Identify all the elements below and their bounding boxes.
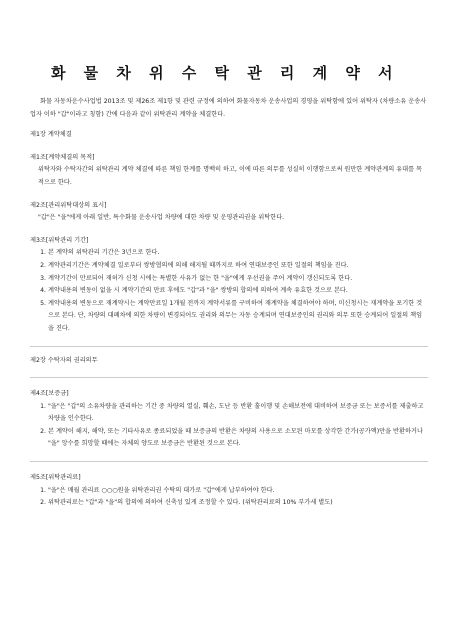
article-4 (30, 388, 428, 451)
section-divider (30, 461, 428, 462)
article-3 (30, 235, 428, 336)
article-1-title: 제1조[계약체결의 목적] (30, 153, 95, 161)
article-4-title: 제4조[보증금] (30, 390, 69, 398)
article-3-list (30, 247, 428, 335)
list-item: 4. 계약내용의 변동이 없을 시 계약기간의 만료 후에도 "갑"과 "을" 쌍방의 합의에 의하여 계속 유효한 것으로 본다. (48, 285, 428, 298)
section-divider (30, 346, 428, 347)
list-item: 1. "을"은 매월 관리료 ○○○원을 위탁관리권 수탁의 대가로 "갑"에게 납부하여야 한다. (48, 485, 428, 498)
list-item: 2. 위탁관리료는 "갑"과 "을"의 합의에 의하여 신축성 있게 조정할 수 있다. (위탁관리료의 10% 부가세 별도) (48, 497, 428, 510)
section-divider (30, 377, 428, 378)
list-item: 1. 본 계약의 위탁관리 기간은 3년으로 한다. (48, 247, 428, 260)
article-2-body: "갑"은 "을"에게 아래 일반, 특수화물 운송사업 차량에 대한 차량 및 운영관리권을 위탁한다. (38, 214, 285, 222)
article-5 (30, 472, 428, 510)
document-title: 화 물 차 위 수 탁 관 리 계 약 서 (50, 64, 400, 82)
article-2-title: 제2조[관리위탁대상의 표시] (30, 201, 107, 209)
article-4-list (30, 401, 428, 451)
chapter-2-heading: 제2장 수탁자의 권리의무 (30, 356, 98, 364)
list-item: 1. "을"은 "갑"의 소유차량을 관리하는 기간 중 차량의 열실, 훼손, 도난 등 반환 훌이행 및 손해보전에 대비하여 보증금 또는 보증서를 제출하고 차량을 인수한다. (48, 401, 428, 426)
article-1 (30, 152, 428, 190)
list-item: 2. 계약관리기간은 계약체결 일로부터 쌍방협의에 의해 해지될 때까지로 하여 연대보증인 또한 일절의 책임을 진다. (48, 260, 428, 273)
intro-paragraph: 화물 자동차운수사업법 2013조 및 제26조 제1항 및 관련 규정에 의하여 화물자동차 운송사업의 경영을 위탁함에 있어 위탁자 (차량소유 운송사업자 이하 "갑"이라고 칭함) 간에 다음과 같이 위탁관리 계약을 체결한다. (30, 98, 427, 118)
contract-body (30, 96, 428, 510)
article-3-title: 제3조[위탁관리 기간] (30, 236, 89, 244)
article-5-list (30, 485, 428, 510)
chapter-1-heading: 제1장 계약체결 (30, 131, 72, 139)
list-item: 2. 본 계약이 해지, 해약, 또는 기타사유로 종료되었을 때 보증금의 반환은 차량의 사용으로 소모된 마모를 상각한 간가(공가액)만을 반환하거나 "을" 앙수를 희망할 때에는 자체의 양도로 보증금은 반환된 것으로 본다. (48, 426, 428, 451)
article-2 (30, 200, 428, 225)
list-item: 3. 계약기간이 만료되어 재허가 신청 시에는 특별한 사유가 없는 한 "을"에게 우선권을 주어 계약이 갱신되도록 한다. (48, 273, 428, 286)
list-item: 5. 계약내용의 변동으로 재계약시는 계약만료일 1개월 전까지 계약서류를 구비하여 재계약을 체결하여야 하며, 미신청시는 재계약을 포기한 것으로 본다. 단, 차량의 대폐차에 의한 차량이 변경되어도 권리와 의무는 자동 승계되며 연대보증인의 권리와 의무 또한 승계되어 일절의 책임을 진다. (48, 298, 428, 336)
article-1-body: 위탁자와 수탁자간의 위탁관리 계약 체결에 따른 책임 한계를 명백히 하고, 이에 따른 의무를 성실히 이행함으로써 원만한 계약관계의 유대를 목적으로 한다. (38, 166, 423, 186)
article-5-title: 제5조[위탁관리료] (30, 474, 81, 482)
